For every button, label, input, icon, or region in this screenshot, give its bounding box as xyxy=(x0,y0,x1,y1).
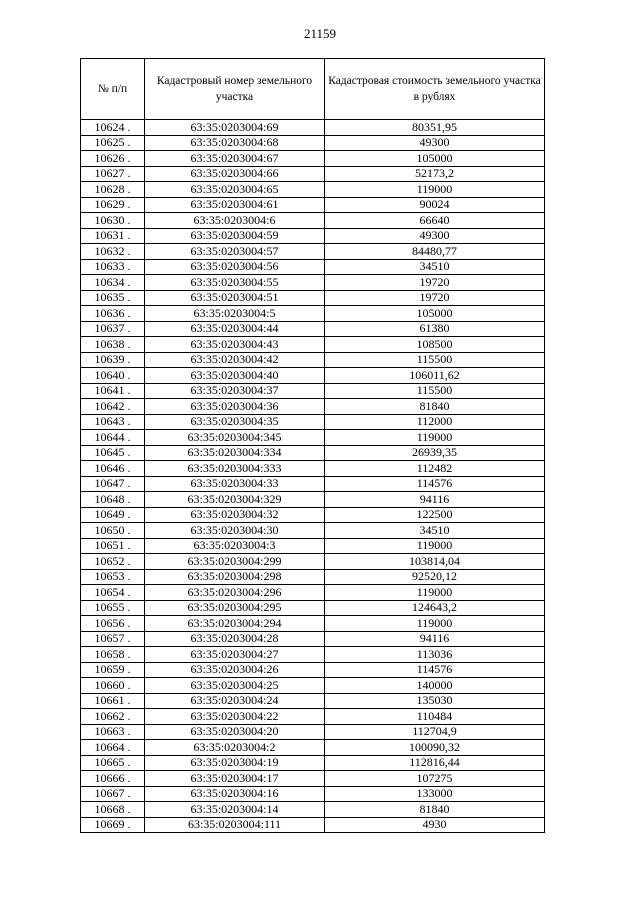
cadastral-value-cell: 52173,2 xyxy=(325,166,545,182)
cadastral-value-cell: 133000 xyxy=(325,786,545,802)
cadastral-value-cell: 81840 xyxy=(325,399,545,415)
table-row xyxy=(81,569,545,585)
cadastral-number-cell: 63:35:0203004:24 xyxy=(145,693,325,709)
cadastral-value-cell: 113036 xyxy=(325,647,545,663)
cadastral-value-cell: 84480,77 xyxy=(325,244,545,260)
cadastral-value-cell: 112816,44 xyxy=(325,755,545,771)
row-number-cell: 10656 . xyxy=(81,616,145,632)
cadastral-value-cell: 94116 xyxy=(325,492,545,508)
cadastral-number-cell: 63:35:0203004:6 xyxy=(145,213,325,229)
table-row xyxy=(81,244,545,260)
table-row xyxy=(81,120,545,136)
cadastral-value-cell: 114576 xyxy=(325,476,545,492)
table-header xyxy=(81,59,545,120)
row-number-cell: 10635 . xyxy=(81,290,145,306)
cadastral-value-cell: 34510 xyxy=(325,523,545,539)
table-row xyxy=(81,399,545,415)
table-row xyxy=(81,802,545,818)
cadastral-number-cell: 63:35:0203004:61 xyxy=(145,197,325,213)
row-number-cell: 10644 . xyxy=(81,430,145,446)
row-number-cell: 10666 . xyxy=(81,771,145,787)
cadastral-number-cell: 63:35:0203004:65 xyxy=(145,182,325,198)
table-row xyxy=(81,321,545,337)
table-row xyxy=(81,228,545,244)
cadastral-number-cell: 63:35:0203004:296 xyxy=(145,585,325,601)
table-row xyxy=(81,817,545,833)
header-cadastral-value: Кадастровая стоимость земельного участка в рублях xyxy=(325,59,545,120)
cadastral-number-cell: 63:35:0203004:5 xyxy=(145,306,325,322)
cadastral-number-cell: 63:35:0203004:57 xyxy=(145,244,325,260)
cadastral-value-cell: 103814,04 xyxy=(325,554,545,570)
cadastral-value-cell: 107275 xyxy=(325,771,545,787)
cadastral-value-cell: 105000 xyxy=(325,306,545,322)
table-row xyxy=(81,337,545,353)
cadastral-number-cell: 63:35:0203004:51 xyxy=(145,290,325,306)
row-number-cell: 10667 . xyxy=(81,786,145,802)
row-number-cell: 10659 . xyxy=(81,662,145,678)
table-row xyxy=(81,755,545,771)
table-row xyxy=(81,693,545,709)
cadastral-number-cell: 63:35:0203004:111 xyxy=(145,817,325,833)
table-row xyxy=(81,275,545,291)
cadastral-value-cell: 80351,95 xyxy=(325,120,545,136)
cadastral-value-cell: 119000 xyxy=(325,430,545,446)
cadastral-number-cell: 63:35:0203004:67 xyxy=(145,151,325,167)
cadastral-number-cell: 63:35:0203004:66 xyxy=(145,166,325,182)
cadastral-number-cell: 63:35:0203004:26 xyxy=(145,662,325,678)
table-row xyxy=(81,507,545,523)
header-cadastral-number: Кадастровый номер земельного участка xyxy=(145,59,325,120)
table-row xyxy=(81,600,545,616)
cadastral-number-cell: 63:35:0203004:36 xyxy=(145,399,325,415)
cadastral-value-cell: 92520,12 xyxy=(325,569,545,585)
cadastral-value-cell: 110484 xyxy=(325,709,545,725)
table-row xyxy=(81,368,545,384)
table-row xyxy=(81,383,545,399)
row-number-cell: 10652 . xyxy=(81,554,145,570)
cadastral-value-cell: 122500 xyxy=(325,507,545,523)
row-number-cell: 10665 . xyxy=(81,755,145,771)
table-row xyxy=(81,538,545,554)
cadastral-value-cell: 112482 xyxy=(325,461,545,477)
row-number-cell: 10628 . xyxy=(81,182,145,198)
row-number-cell: 10662 . xyxy=(81,709,145,725)
row-number-cell: 10663 . xyxy=(81,724,145,740)
cadastral-number-cell: 63:35:0203004:30 xyxy=(145,523,325,539)
row-number-cell: 10669 . xyxy=(81,817,145,833)
cadastral-value-cell: 4930 xyxy=(325,817,545,833)
cadastral-number-cell: 63:35:0203004:22 xyxy=(145,709,325,725)
cadastral-value-cell: 34510 xyxy=(325,259,545,275)
table-body xyxy=(81,120,545,833)
table-row xyxy=(81,445,545,461)
row-number-cell: 10642 . xyxy=(81,399,145,415)
row-number-cell: 10624 . xyxy=(81,120,145,136)
cadastral-value-cell: 49300 xyxy=(325,135,545,151)
table-row xyxy=(81,476,545,492)
row-number-cell: 10645 . xyxy=(81,445,145,461)
header-row-number: № п/п xyxy=(81,59,145,120)
table-row xyxy=(81,554,545,570)
cadastral-number-cell: 63:35:0203004:35 xyxy=(145,414,325,430)
cadastral-value-cell: 81840 xyxy=(325,802,545,818)
cadastral-number-cell: 63:35:0203004:37 xyxy=(145,383,325,399)
cadastral-number-cell: 63:35:0203004:17 xyxy=(145,771,325,787)
cadastral-value-cell: 19720 xyxy=(325,290,545,306)
row-number-cell: 10631 . xyxy=(81,228,145,244)
cadastral-number-cell: 63:35:0203004:33 xyxy=(145,476,325,492)
row-number-cell: 10651 . xyxy=(81,538,145,554)
row-number-cell: 10654 . xyxy=(81,585,145,601)
cadastral-number-cell: 63:35:0203004:333 xyxy=(145,461,325,477)
row-number-cell: 10633 . xyxy=(81,259,145,275)
table-row xyxy=(81,290,545,306)
row-number-cell: 10668 . xyxy=(81,802,145,818)
cadastral-number-cell: 63:35:0203004:43 xyxy=(145,337,325,353)
cadastral-value-cell: 49300 xyxy=(325,228,545,244)
row-number-cell: 10634 . xyxy=(81,275,145,291)
cadastral-value-cell: 112000 xyxy=(325,414,545,430)
row-number-cell: 10629 . xyxy=(81,197,145,213)
table-row xyxy=(81,662,545,678)
row-number-cell: 10626 . xyxy=(81,151,145,167)
cadastral-number-cell: 63:35:0203004:294 xyxy=(145,616,325,632)
table-row xyxy=(81,352,545,368)
cadastral-number-cell: 63:35:0203004:334 xyxy=(145,445,325,461)
cadastral-value-cell: 124643,2 xyxy=(325,600,545,616)
row-number-cell: 10646 . xyxy=(81,461,145,477)
row-number-cell: 10648 . xyxy=(81,492,145,508)
table-row xyxy=(81,771,545,787)
cadastral-value-table xyxy=(80,58,545,833)
row-number-cell: 10640 . xyxy=(81,368,145,384)
table-row xyxy=(81,182,545,198)
table-row xyxy=(81,461,545,477)
table-row xyxy=(81,430,545,446)
cadastral-number-cell: 63:35:0203004:2 xyxy=(145,740,325,756)
row-number-cell: 10632 . xyxy=(81,244,145,260)
cadastral-value-cell: 106011,62 xyxy=(325,368,545,384)
cadastral-number-cell: 63:35:0203004:55 xyxy=(145,275,325,291)
cadastral-number-cell: 63:35:0203004:345 xyxy=(145,430,325,446)
row-number-cell: 10664 . xyxy=(81,740,145,756)
cadastral-number-cell: 63:35:0203004:69 xyxy=(145,120,325,136)
cadastral-number-cell: 63:35:0203004:28 xyxy=(145,631,325,647)
cadastral-number-cell: 63:35:0203004:44 xyxy=(145,321,325,337)
table-row xyxy=(81,786,545,802)
cadastral-number-cell: 63:35:0203004:59 xyxy=(145,228,325,244)
cadastral-number-cell: 63:35:0203004:68 xyxy=(145,135,325,151)
cadastral-value-cell: 105000 xyxy=(325,151,545,167)
cadastral-value-cell: 26939,35 xyxy=(325,445,545,461)
row-number-cell: 10650 . xyxy=(81,523,145,539)
row-number-cell: 10627 . xyxy=(81,166,145,182)
cadastral-number-cell: 63:35:0203004:56 xyxy=(145,259,325,275)
cadastral-value-cell: 90024 xyxy=(325,197,545,213)
row-number-cell: 10630 . xyxy=(81,213,145,229)
cadastral-value-cell: 140000 xyxy=(325,678,545,694)
table-row xyxy=(81,213,545,229)
row-number-cell: 10643 . xyxy=(81,414,145,430)
cadastral-value-cell: 108500 xyxy=(325,337,545,353)
table-row xyxy=(81,135,545,151)
cadastral-value-cell: 119000 xyxy=(325,538,545,554)
cadastral-number-cell: 63:35:0203004:42 xyxy=(145,352,325,368)
table-row xyxy=(81,151,545,167)
cadastral-number-cell: 63:35:0203004:16 xyxy=(145,786,325,802)
table-row xyxy=(81,740,545,756)
table-row xyxy=(81,647,545,663)
table-row xyxy=(81,414,545,430)
table-row xyxy=(81,585,545,601)
cadastral-value-cell: 115500 xyxy=(325,383,545,399)
table-row xyxy=(81,678,545,694)
row-number-cell: 10655 . xyxy=(81,600,145,616)
cadastral-value-cell: 66640 xyxy=(325,213,545,229)
table-row xyxy=(81,709,545,725)
cadastral-number-cell: 63:35:0203004:32 xyxy=(145,507,325,523)
cadastral-number-cell: 63:35:0203004:329 xyxy=(145,492,325,508)
table-row xyxy=(81,197,545,213)
header-row xyxy=(81,59,545,120)
row-number-cell: 10649 . xyxy=(81,507,145,523)
cadastral-number-cell: 63:35:0203004:14 xyxy=(145,802,325,818)
cadastral-value-cell: 112704,9 xyxy=(325,724,545,740)
row-number-cell: 10637 . xyxy=(81,321,145,337)
cadastral-number-cell: 63:35:0203004:25 xyxy=(145,678,325,694)
table-row xyxy=(81,306,545,322)
row-number-cell: 10625 . xyxy=(81,135,145,151)
cadastral-number-cell: 63:35:0203004:19 xyxy=(145,755,325,771)
row-number-cell: 10657 . xyxy=(81,631,145,647)
table-row xyxy=(81,492,545,508)
table-row xyxy=(81,259,545,275)
page-number: 21159 xyxy=(303,26,337,41)
row-number-cell: 10636 . xyxy=(81,306,145,322)
cadastral-number-cell: 63:35:0203004:298 xyxy=(145,569,325,585)
cadastral-value-cell: 119000 xyxy=(325,182,545,198)
cadastral-value-cell: 135030 xyxy=(325,693,545,709)
row-number-cell: 10639 . xyxy=(81,352,145,368)
cadastral-number-cell: 63:35:0203004:40 xyxy=(145,368,325,384)
row-number-cell: 10647 . xyxy=(81,476,145,492)
cadastral-value-cell: 61380 xyxy=(325,321,545,337)
cadastral-number-cell: 63:35:0203004:3 xyxy=(145,538,325,554)
cadastral-value-cell: 100090,32 xyxy=(325,740,545,756)
table-row xyxy=(81,724,545,740)
cadastral-value-cell: 94116 xyxy=(325,631,545,647)
row-number-cell: 10660 . xyxy=(81,678,145,694)
cadastral-number-cell: 63:35:0203004:20 xyxy=(145,724,325,740)
table-row xyxy=(81,616,545,632)
row-number-cell: 10638 . xyxy=(81,337,145,353)
cadastral-number-cell: 63:35:0203004:295 xyxy=(145,600,325,616)
table-row xyxy=(81,631,545,647)
cadastral-value-cell: 115500 xyxy=(325,352,545,368)
row-number-cell: 10661 . xyxy=(81,693,145,709)
table-row xyxy=(81,166,545,182)
table-row xyxy=(81,523,545,539)
row-number-cell: 10658 . xyxy=(81,647,145,663)
cadastral-number-cell: 63:35:0203004:299 xyxy=(145,554,325,570)
cadastral-number-cell: 63:35:0203004:27 xyxy=(145,647,325,663)
row-number-cell: 10641 . xyxy=(81,383,145,399)
cadastral-value-cell: 19720 xyxy=(325,275,545,291)
cadastral-value-cell: 119000 xyxy=(325,616,545,632)
cadastral-value-cell: 119000 xyxy=(325,585,545,601)
cadastral-value-cell: 114576 xyxy=(325,662,545,678)
row-number-cell: 10653 . xyxy=(81,569,145,585)
